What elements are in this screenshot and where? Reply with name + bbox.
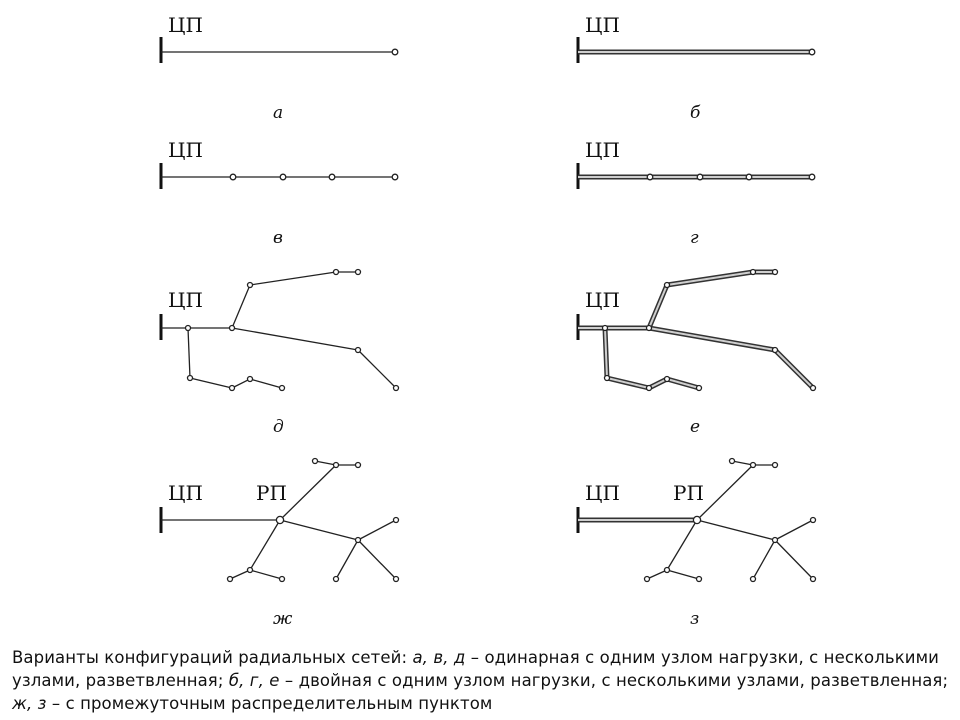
load-node [647,386,652,391]
line [358,540,396,579]
load-node [773,270,778,275]
rp-label: РП [673,481,704,505]
load-node [248,377,253,382]
load-node [773,538,778,543]
load-node [809,49,815,55]
load-node [334,270,339,275]
load-node [329,174,335,180]
load-node [697,386,702,391]
load-node [665,377,670,382]
caption-italic-1: а, в, д [412,648,466,667]
load-node [809,174,815,180]
caption-text-4: – с промежуточным распределительным пунктом [46,694,493,713]
cp-label: ЦП [585,138,620,162]
load-node [751,270,756,275]
load-node [394,518,399,523]
load-node [605,376,610,381]
load-node [751,577,756,582]
line [280,465,336,520]
load-node [356,348,361,353]
line [697,520,775,540]
load-node [665,568,670,573]
load-node [280,174,286,180]
load-node [811,577,816,582]
load-node [248,283,253,288]
panel-d [161,270,399,438]
figure-caption [12,646,952,715]
panel-sublabel: д [273,417,284,437]
load-node [313,459,318,464]
load-node [645,577,650,582]
load-node [751,463,756,468]
panel-v [161,138,398,248]
load-node [811,386,816,391]
load-node [773,463,778,468]
load-node [746,174,752,180]
cp-label: ЦП [585,481,620,505]
caption-text-1: Варианты конфигураций радиальных сетей: [12,648,413,667]
load-node [186,326,191,331]
load-node [280,386,285,391]
line [232,272,358,328]
load-node [188,376,193,381]
line [280,520,358,540]
rp-label: РП [256,481,287,505]
load-node [280,577,285,582]
cp-label: ЦП [168,288,203,312]
load-node [730,459,735,464]
panel-sublabel: ж [273,609,293,629]
cp-label: ЦП [168,138,203,162]
caption-text-3: – двойная с одним узлом нагрузки, с несколькими узлами, разветвленная; [279,671,949,690]
load-node [356,538,361,543]
line [232,328,396,388]
caption-italic-2: б, г, е [228,671,280,690]
panel-sublabel: б [690,103,701,123]
load-node [394,386,399,391]
panel-e [578,270,816,438]
line [250,520,280,570]
load-node [334,577,339,582]
panel-zh [161,459,399,630]
panel-z [578,459,816,630]
cp-label: ЦП [585,288,620,312]
load-node [392,174,398,180]
load-node [603,326,608,331]
line [647,570,699,579]
load-node [697,174,703,180]
load-node [230,174,236,180]
load-node [394,577,399,582]
load-node [248,568,253,573]
double-line-outer [605,328,699,388]
panel-g [578,138,815,248]
load-node [773,348,778,353]
line [667,520,697,570]
load-node [647,174,653,180]
line [188,328,282,388]
caption-italic-3: ж, з [12,694,47,713]
load-node [356,270,361,275]
load-node [392,49,398,55]
panel-sublabel: г [690,228,699,248]
load-node [693,516,700,523]
panel-sublabel: з [690,609,700,629]
cp-label: ЦП [168,481,203,505]
panel-sublabel: в [273,228,283,248]
cp-label: ЦП [585,13,620,37]
load-node [230,386,235,391]
double-line-outer [649,272,775,328]
load-node [276,516,283,523]
load-node [665,283,670,288]
line [775,540,813,579]
cp-label: ЦП [168,13,203,37]
load-node [356,463,361,468]
load-node [334,463,339,468]
caption-text-2: – одинарная с одним узлом нагрузки, с несколькими узлами, разветвленная; [12,648,939,690]
load-node [228,577,233,582]
panel-b [578,13,815,123]
load-node [230,326,235,331]
panel-a [161,13,398,123]
panel-sublabel: а [273,103,284,123]
panel-sublabel: е [690,417,701,437]
load-node [811,518,816,523]
load-node [647,326,652,331]
line [697,465,753,520]
load-node [697,577,702,582]
line [230,570,282,579]
